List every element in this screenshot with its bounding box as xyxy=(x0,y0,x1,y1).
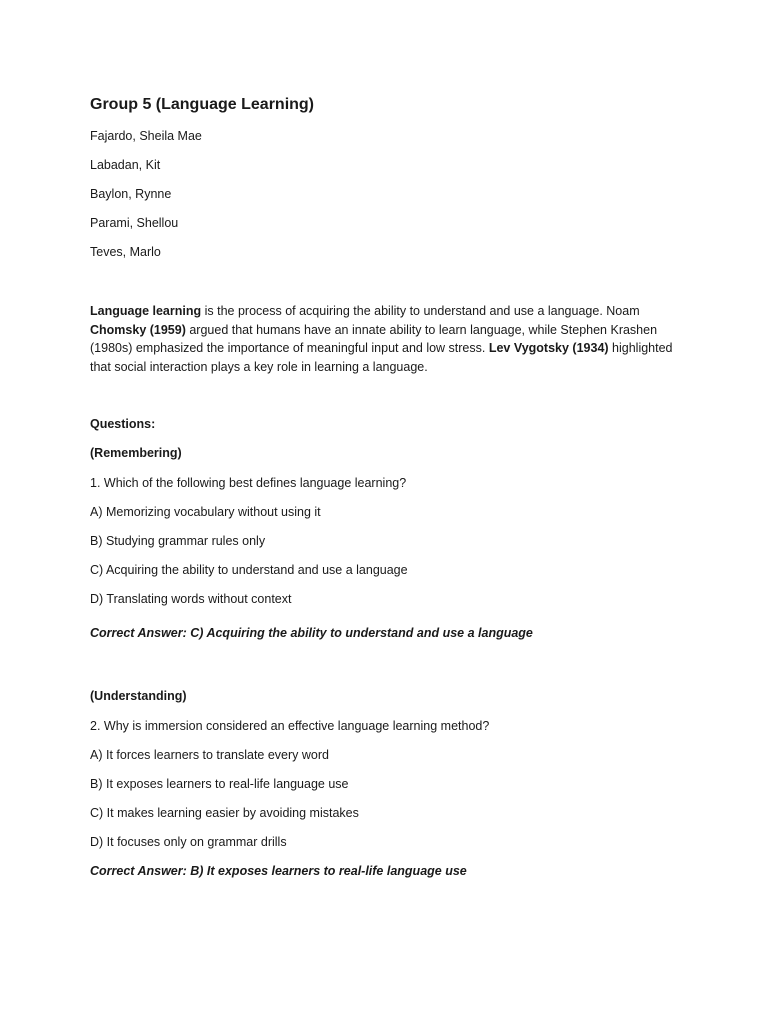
q1-option-b: B) Studying grammar rules only xyxy=(90,534,266,548)
intro-text: is the process of acquiring the ability to understand and use a language. Noam xyxy=(201,304,640,318)
q2-question: 2. Why is immersion considered an effective language learning method? xyxy=(90,719,490,733)
intro-chomsky: Chomsky (1959) xyxy=(90,322,186,337)
q1-option-a: A) Memorizing vocabulary without using it xyxy=(90,505,321,519)
q2-level: (Understanding) xyxy=(90,689,187,703)
member-name: Teves, Marlo xyxy=(90,245,161,259)
intro-text: highlighted that social interaction plays a key role in learning a language. xyxy=(90,341,673,374)
q1-option-d: D) Translating words without context xyxy=(90,592,292,606)
q1-question: 1. Which of the following best defines language learning? xyxy=(90,476,407,490)
member-name: Baylon, Rynne xyxy=(90,187,172,201)
q2-answer: Correct Answer: B) It exposes learners to real-life language use xyxy=(90,864,467,878)
member-name: Parami, Shellou xyxy=(90,216,179,230)
q2-option-c: C) It makes learning easier by avoiding mistakes xyxy=(90,806,359,820)
intro-paragraph xyxy=(90,302,690,376)
member-name: Labadan, Kit xyxy=(90,158,161,172)
questions-heading: Questions: xyxy=(90,417,156,431)
intro-vygotsky: Lev Vygotsky (1934) xyxy=(488,341,609,355)
q1-option-c: C) Acquiring the ability to understand and use a language xyxy=(90,563,408,577)
q1-answer: Correct Answer: C) Acquiring the ability to understand and use a language xyxy=(90,626,533,640)
q2-option-b: B) It exposes learners to real-life language use xyxy=(90,777,349,791)
q1-level: (Remembering) xyxy=(90,446,182,460)
q2-option-d: D) It focuses only on grammar drills xyxy=(90,835,287,849)
q2-option-a: A) It forces learners to translate every word xyxy=(90,748,329,762)
intro-text: argued that humans have an innate ability to learn language, while Stephen Krashen (1980s) emphasized the importance of meaningful input and low stress. xyxy=(90,322,658,355)
intro-term: Language learning xyxy=(90,304,202,318)
document-title: Group 5 (Language Learning) xyxy=(90,96,315,113)
member-name: Fajardo, Sheila Mae xyxy=(90,129,202,143)
